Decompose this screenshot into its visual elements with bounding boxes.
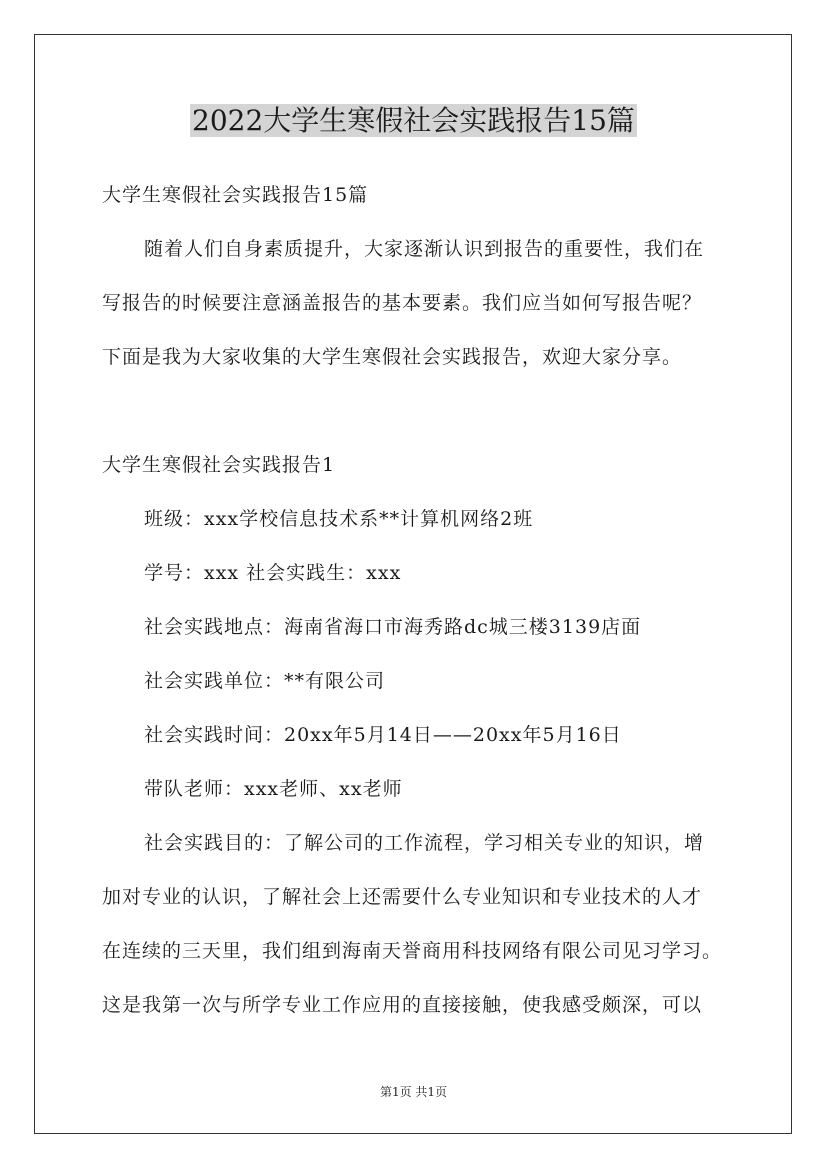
intro-line-2: 写报告的时候要注意涵盖报告的基本要素。我们应当如何写报告呢？ bbox=[102, 292, 703, 314]
section-heading: 大学生寒假社会实践报告1 bbox=[102, 454, 336, 476]
field-class: 班级：xxx学校信息技术系**计算机网络2班 bbox=[144, 508, 534, 530]
field-location: 社会实践地点：海南省海口市海秀路dc城三楼3139店面 bbox=[144, 616, 642, 638]
purpose-line-4: 这是我第一次与所学专业工作应用的直接接触，使我感受颇深，可以 bbox=[102, 994, 703, 1016]
field-unit: 社会实践单位：**有限公司 bbox=[144, 670, 386, 692]
page-number: 第1页 共1页 bbox=[379, 1085, 448, 1099]
purpose-line-3: 在连续的三天里，我们组到海南天誉商用科技网络有限公司见习学习。 bbox=[102, 940, 723, 962]
intro-line-1: 随着人们自身素质提升，大家逐渐认识到报告的重要性，我们在 bbox=[144, 238, 705, 260]
document-title: 2022大学生寒假社会实践报告15篇 bbox=[192, 104, 635, 137]
subtitle: 大学生寒假社会实践报告15篇 bbox=[102, 184, 369, 206]
purpose-line-1: 社会实践目的：了解公司的工作流程，学习相关专业的知识，增 bbox=[144, 832, 705, 854]
intro-line-3: 下面是我为大家收集的大学生寒假社会实践报告，欢迎大家分享。 bbox=[102, 346, 683, 368]
field-time: 社会实践时间：20xx年5月14日——20xx年5月16日 bbox=[144, 724, 622, 746]
field-student-id: 学号：xxx 社会实践生：xxx bbox=[144, 562, 402, 584]
purpose-line-2: 加对专业的认识，了解社会上还需要什么专业知识和专业技术的人才 bbox=[102, 886, 703, 908]
field-teacher: 带队老师：xxx老师、xx老师 bbox=[144, 778, 403, 800]
